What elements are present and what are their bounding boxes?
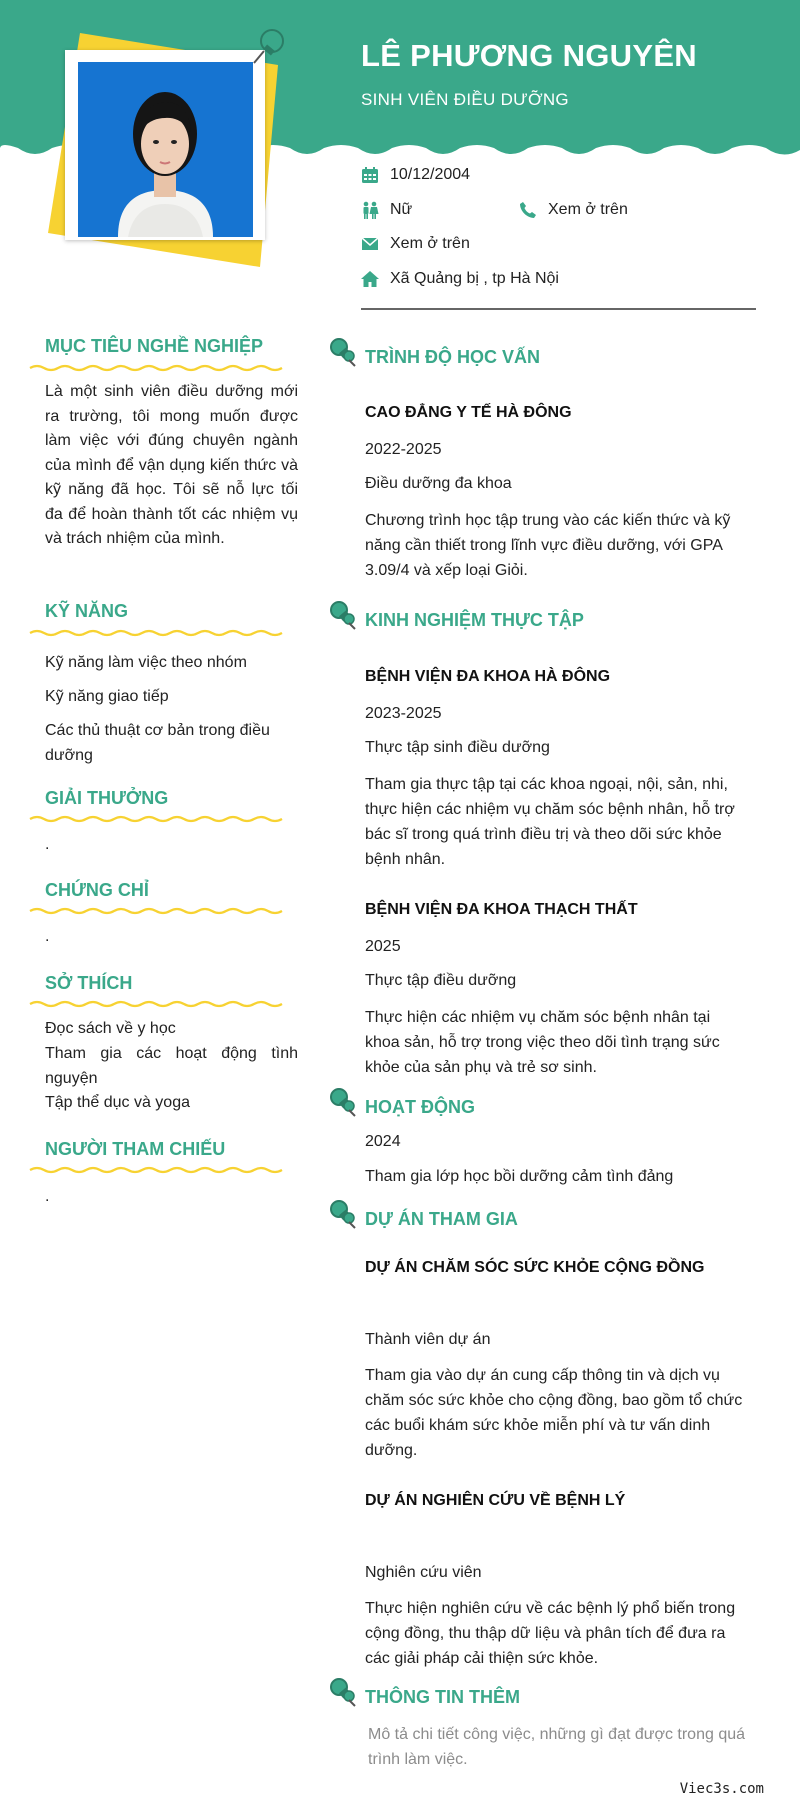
experience-role: Thực tập sinh điều dưỡng — [365, 739, 550, 756]
email-value: Xem ở trên — [390, 235, 470, 252]
phone-value: Xem ở trên — [548, 201, 628, 218]
footer-brand: Viec3s.com — [679, 1781, 764, 1797]
experience-period: 2025 — [365, 938, 401, 955]
wave-divider — [28, 1165, 283, 1175]
gender-value: Nữ — [390, 201, 413, 218]
wave-divider — [28, 999, 283, 1009]
additional-info-placeholder: Mô tả chi tiết công việc, những gì đạt được trong quá trình làm việc. — [368, 1726, 746, 1768]
hobby-item: Đọc sách về y học — [45, 1020, 176, 1037]
hobby-item: Tham gia các hoạt động tình nguyện — [45, 1045, 298, 1087]
people-icon — [361, 201, 379, 219]
portrait-illustration — [78, 62, 253, 237]
project-role: Thành viên dự án — [365, 1331, 491, 1348]
references-text: . — [45, 1188, 50, 1205]
activities-heading: HOẠT ĐỘNG — [365, 1097, 475, 1117]
education-description: Chương trình học tập trung vào các kiến thức và kỹ năng cần thiết trong lĩnh vực điều dưỡng, với GPA 3.09/4 và xếp loại Giỏi. — [365, 512, 731, 579]
candidate-position: SINH VIÊN ĐIỀU DƯỠNG — [361, 90, 569, 109]
awards-text: . — [45, 836, 50, 853]
objective-text: Là một sinh viên điều dưỡng mới ra trường, tôi mong muốn được làm việc với đúng chuyên ngành của mình để vận dụng kiến thức và kỹ năng đã học. Tôi sẽ nỗ lực tối đa để hoàn thành tốt các nhiệm vụ và trách nhiệm của mình. — [45, 383, 298, 547]
wave-divider — [28, 628, 283, 638]
wave-divider — [28, 363, 283, 373]
project-description: Thực hiện nghiên cứu về các bệnh lý phổ biến trong cộng đồng, thu thập dữ liệu và phân tích để đưa ra các giải pháp cải thiện sức khỏe. — [365, 1600, 736, 1667]
projects-heading: DỰ ÁN THAM GIA — [365, 1209, 518, 1229]
phone-icon — [519, 201, 537, 219]
certificates-heading: CHỨNG CHỈ — [45, 880, 149, 900]
project-name: DỰ ÁN CHĂM SÓC SỨC KHỎE CỘNG ĐỒNG — [365, 1259, 705, 1276]
references-heading: NGƯỜI THAM CHIẾU — [45, 1139, 226, 1159]
candidate-name: LÊ PHƯƠNG NGUYÊN — [361, 38, 697, 73]
project-role: Nghiên cứu viên — [365, 1564, 482, 1581]
education-period: 2022-2025 — [365, 441, 442, 458]
pushpin-icon — [329, 1199, 357, 1229]
home-icon — [361, 270, 379, 288]
skill-item: Các thủ thuật cơ bản trong điều dưỡng — [45, 722, 270, 764]
experience-description: Thực hiện các nhiệm vụ chăm sóc bệnh nhân tại khoa sản, hỗ trợ trong việc theo dõi tình trạng sức khỏe của sản phụ và trẻ sơ sinh. — [365, 1009, 720, 1076]
additional-info-heading: THÔNG TIN THÊM — [365, 1687, 520, 1707]
certificates-text: . — [45, 928, 50, 945]
project-name: DỰ ÁN NGHIÊN CỨU VỀ BỆNH LÝ — [365, 1492, 626, 1509]
photo-frame — [65, 50, 265, 240]
skill-item: Kỹ năng làm việc theo nhóm — [45, 654, 247, 671]
pushpin-icon — [329, 337, 357, 367]
awards-heading: GIẢI THƯỞNG — [45, 788, 169, 808]
gender-row — [361, 201, 412, 219]
skill-item: Kỹ năng giao tiếp — [45, 688, 169, 705]
skills-heading: KỸ NĂNG — [45, 601, 129, 621]
address-value: Xã Quảng bị , tp Hà Nội — [390, 270, 559, 287]
pushpin-icon — [329, 1087, 357, 1117]
phone-row — [519, 201, 628, 219]
birthdate-value: 10/12/2004 — [390, 166, 471, 183]
pushpin-icon — [329, 1677, 357, 1707]
project-description: Tham gia vào dự án cung cấp thông tin và dịch vụ chăm sóc sức khỏe cho cộng đồng, bao gồm tổ chức các buổi khám sức khỏe miễn phí và tư vấn dinh dưỡng. — [365, 1367, 743, 1459]
activity-description: Tham gia lớp học bồi dưỡng cảm tình đảng — [365, 1168, 674, 1185]
email-row — [361, 235, 470, 253]
objective-heading: MỤC TIÊU NGHỀ NGHIỆP — [45, 336, 264, 356]
experience-period: 2023-2025 — [365, 705, 442, 722]
hobbies-heading: SỞ THÍCH — [45, 973, 133, 993]
wave-divider — [28, 814, 283, 824]
pushpin-icon — [329, 600, 357, 630]
contact-divider — [361, 308, 756, 310]
pushpin-icon — [250, 25, 290, 67]
mail-icon — [361, 235, 379, 253]
activity-period: 2024 — [365, 1133, 401, 1150]
experience-org: BỆNH VIỆN ĐA KHOA THẠCH THẤT — [365, 901, 638, 918]
experience-org: BỆNH VIỆN ĐA KHOA HÀ ĐÔNG — [365, 668, 611, 685]
education-major: Điều dưỡng đa khoa — [365, 475, 512, 492]
address-row — [361, 270, 559, 288]
experience-description: Tham gia thực tập tại các khoa ngoại, nội, sản, nhi, thực hiện các nhiệm vụ chăm sóc bệnh nhân, hỗ trợ bác sĩ trong quá trình điều trị và theo dõi sức khỏe bệnh nhân. — [365, 776, 735, 868]
hobby-item: Tập thể dục và yoga — [45, 1094, 190, 1111]
experience-role: Thực tập điều dưỡng — [365, 972, 517, 989]
experience-heading: KINH NGHIỆM THỰC TẬP — [365, 610, 584, 630]
avatar-photo — [78, 62, 253, 237]
school-name: CAO ĐẲNG Y TẾ HÀ ĐÔNG — [365, 404, 572, 421]
birthdate-row — [361, 166, 470, 184]
education-heading: TRÌNH ĐỘ HỌC VẤN — [365, 347, 540, 367]
wave-divider — [28, 906, 283, 916]
calendar-icon — [361, 166, 379, 184]
